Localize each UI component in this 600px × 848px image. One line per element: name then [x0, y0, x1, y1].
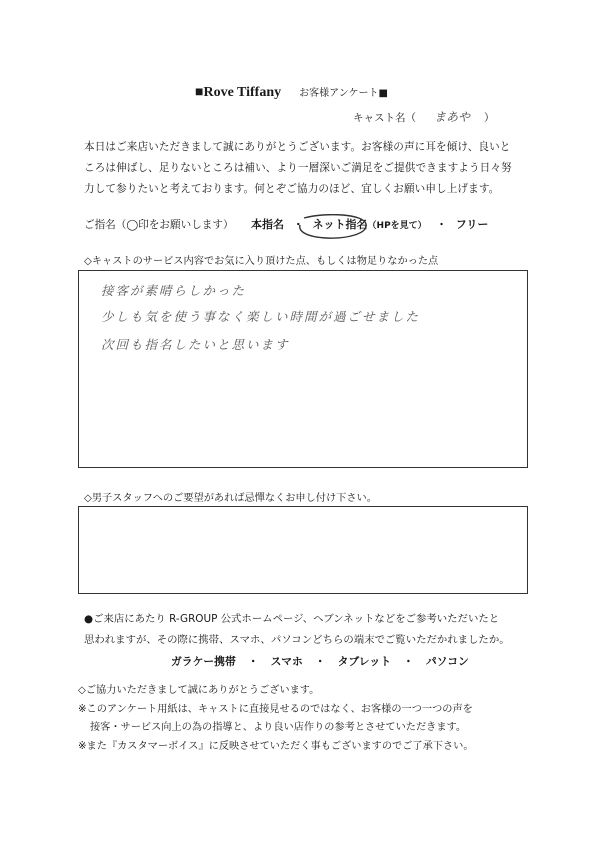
option-net-note: （HPを見て） — [367, 221, 423, 231]
staff-request-box[interactable] — [78, 506, 528, 594]
intro-line: 力して参りたいと考えております。何とぞご協力のほど、宜しくお願い申し上げます。 — [84, 183, 500, 195]
separator: ・ — [436, 219, 447, 231]
option-feature-phone[interactable]: ガラケー携帯 — [171, 655, 236, 668]
intro-line: 本日はご来店いただきまして誠にありがとうございます。お客様の声に耳を傾け、良いと — [84, 141, 511, 153]
option-tablet[interactable]: タブレット — [337, 655, 392, 668]
closing-line: ※また『カスタマーボイス』に反映させていただく事もございますのでご了承下さい。 — [78, 740, 474, 752]
survey-label: お客様アンケート■ — [299, 88, 388, 99]
cast-name-handwritten: まあや — [434, 110, 471, 124]
separator: ・ — [292, 219, 304, 231]
option-free[interactable]: フリー — [455, 218, 489, 231]
brand-name: ■Rove Tiffany — [195, 85, 282, 100]
form-title — [195, 84, 388, 101]
devices-line: 思われますが、その際に携帯、スマホ、パソコンどちらの端末でご覧いただかれましたか。 — [84, 634, 510, 646]
separator: ・ — [247, 655, 259, 668]
separator: ・ — [403, 655, 414, 668]
closing-line: 接客・サービス向上の為の指導と、より良い店作りの参考とさせていただきます。 — [90, 722, 467, 733]
closing-notes — [78, 682, 538, 756]
nomination-row — [84, 216, 488, 232]
section1-label: ◇キャストのサービス内容でお気に入り頂けた点、もしくは物足りなかった点 — [84, 256, 439, 267]
section2-label: ◇男子スタッフへのご要望があれば忌憚なくお申し付け下さい。 — [84, 493, 377, 504]
cast-feedback-box[interactable] — [78, 270, 528, 468]
devices-options — [171, 654, 469, 669]
nomination-label: ご指名（◯印をお願いします） — [84, 219, 234, 231]
devices-question — [84, 609, 524, 651]
option-smartphone[interactable]: スマホ — [270, 655, 303, 668]
handwritten-line: 接客が素晴らしかった — [101, 283, 247, 298]
option-main-nomination[interactable]: 本指名 — [250, 218, 284, 231]
circle-mark-icon — [296, 214, 370, 240]
intro-line: ころは伸ばし、足りないところは補い、より一層深いご満足をご提供できますよう日々努 — [84, 162, 512, 174]
cast-name-close: ） — [484, 112, 495, 124]
devices-line: ●ご来店にあたり R-GROUP 公式ホームページ、ヘブンネットなどをご参考いただいたと — [84, 613, 500, 625]
handwritten-line: 次回も指名したいと思います — [101, 337, 290, 352]
closing-line: ※このアンケート用紙は、キャストに直接見せるのではなく、お客様の一つ一つの声を — [78, 703, 473, 715]
option-pc[interactable]: パソコン — [425, 655, 469, 668]
cast-name-label: キャスト名（ — [353, 112, 416, 124]
cast-name-row — [353, 108, 495, 125]
intro-paragraph — [84, 137, 514, 200]
handwritten-line: 少しも気を使う事なく楽しい時間が過ごせました — [101, 309, 421, 324]
closing-line: ◇ご協力いただきまして誠にありがとうございます。 — [78, 685, 320, 696]
option-net-nomination[interactable]: ネット指名 — [312, 218, 368, 231]
separator: ・ — [314, 655, 326, 668]
